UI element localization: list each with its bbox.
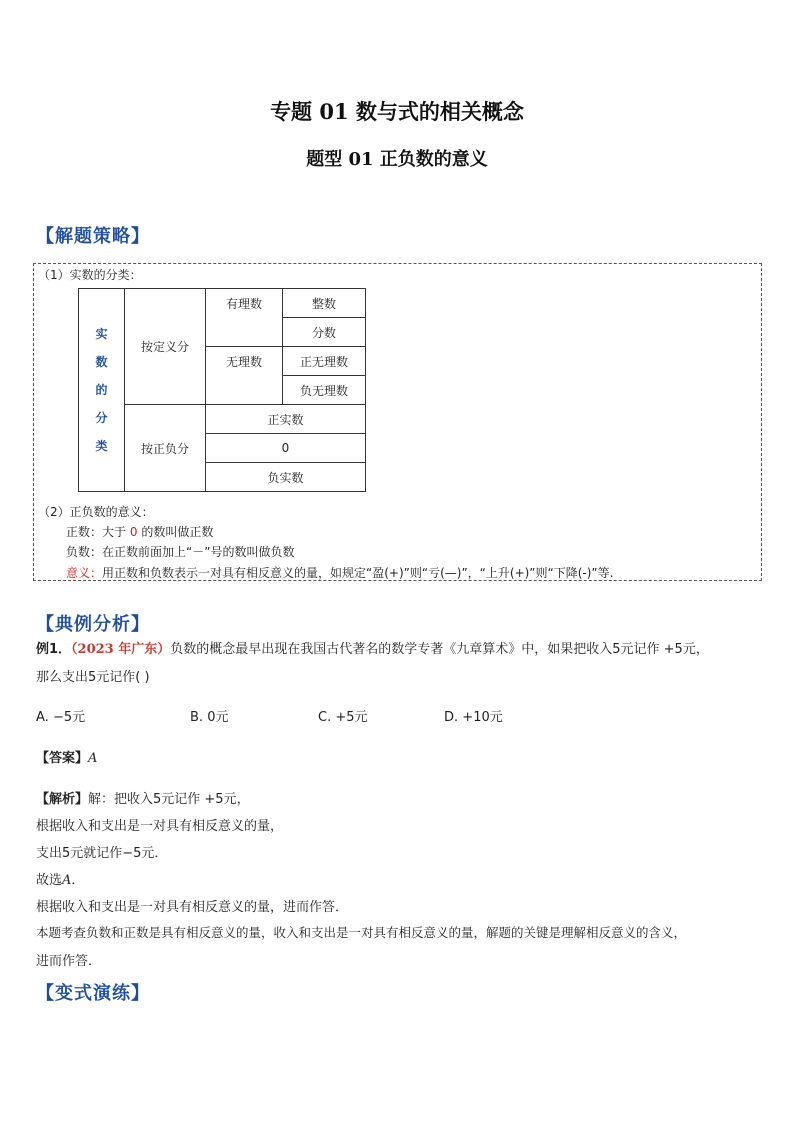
analysis-line4	[36, 869, 84, 888]
negative-definition	[66, 543, 294, 560]
root-char: 实	[95, 327, 108, 341]
fraction-cell: 分数	[283, 318, 366, 347]
page-title: 专题 01 数与式的相关概念	[270, 99, 524, 124]
option-text: +5元	[335, 710, 368, 725]
analysis-first: 解：把收入5元记作 +5元，	[88, 792, 250, 807]
analysis-line2: 根据收入和支出是一对具有相反意义的量，	[36, 819, 284, 834]
meaning-text: 用正数和负数表示一对具有相反意义的量，如规定“盈(+)”则“亏(—)”，“上升(+)”则“下降(-)”等.	[102, 566, 614, 580]
irrational-cell: 无理数	[206, 347, 283, 405]
analysis-choose: 故选	[36, 873, 63, 888]
root-cell	[79, 289, 125, 492]
example-heading: 【典例分析】	[36, 614, 150, 635]
negative-text: 在正数前面加上“－”号的数叫做负数	[102, 545, 295, 559]
rational-cell: 有理数	[206, 289, 283, 347]
option-d	[444, 706, 503, 725]
example-question-line2: 那么支出5元记作( )	[36, 670, 150, 685]
analysis-line5: 根据收入和支出是一对具有相反意义的量，进而作答．	[36, 900, 349, 915]
root-char: 数	[95, 355, 108, 369]
option-b	[190, 706, 228, 725]
option-text: +10元	[462, 710, 503, 725]
variant-heading: 【变式演练】	[36, 983, 150, 1004]
strategy-part1: （1）实数的分类：	[38, 268, 142, 282]
positive-irrational-cell: 正无理数	[283, 347, 366, 376]
real-number-classification-table	[78, 288, 366, 492]
root-char: 的	[95, 383, 108, 397]
option-c	[318, 706, 368, 725]
example-question-text: 负数的概念最早出现在我国古代著名的数学专著《九章算术》中，如果把收入5元记作 +5元，	[170, 642, 709, 657]
option-a	[36, 706, 85, 725]
example-question-line1	[36, 638, 709, 657]
positive-real-cell: 正实数	[206, 405, 366, 434]
positive-text-a: 大于	[102, 525, 127, 539]
answer-value: A	[88, 751, 98, 766]
option-text: 0元	[207, 710, 229, 725]
option-text: −5元	[52, 710, 86, 725]
analysis-line3: 支出5元就记作−5元．	[36, 846, 168, 861]
root-char: 类	[95, 439, 108, 453]
option-key: B.	[190, 710, 204, 725]
page-subtitle: 题型 01 正负数的意义	[306, 149, 488, 170]
analysis-line7: 进而作答．	[36, 954, 102, 969]
answer-label: 【答案】	[36, 751, 89, 766]
strategy-part2: （2）正负数的意义：	[38, 505, 154, 519]
answer-line	[36, 747, 97, 766]
meaning-definition	[66, 564, 613, 581]
analysis-line6: 本题考查负数和正数是具有相反意义的量，收入和支出是一对具有相反意义的量，解题的关键是理解相反意义的含义，	[36, 925, 687, 940]
example-source: （2023 年广东）	[71, 642, 171, 657]
meaning-label: 意义：	[66, 566, 103, 580]
negative-real-cell: 负实数	[206, 463, 366, 492]
example-label: 例1．	[36, 642, 72, 657]
option-key: C.	[318, 710, 332, 725]
by-definition-cell: 按定义分	[125, 289, 206, 405]
positive-definition	[66, 523, 213, 540]
root-char: 分	[95, 411, 108, 425]
negative-irrational-cell: 负无理数	[283, 376, 366, 405]
analysis-choice: A	[62, 873, 72, 888]
by-sign-cell: 按正负分	[125, 405, 206, 492]
positive-label: 正数：	[66, 525, 103, 539]
positive-text-b: 的数叫做正数	[141, 525, 214, 539]
zero-cell: 0	[206, 434, 366, 463]
positive-zero: 0	[129, 525, 138, 539]
option-key: A.	[36, 710, 49, 725]
option-key: D.	[444, 710, 459, 725]
analysis-label: 【解析】	[36, 792, 89, 807]
strategy-heading: 【解题策略】	[36, 226, 150, 247]
analysis-line1	[36, 788, 250, 807]
analysis-period: ．	[71, 873, 85, 888]
integer-cell: 整数	[283, 289, 366, 318]
negative-label: 负数：	[66, 545, 103, 559]
